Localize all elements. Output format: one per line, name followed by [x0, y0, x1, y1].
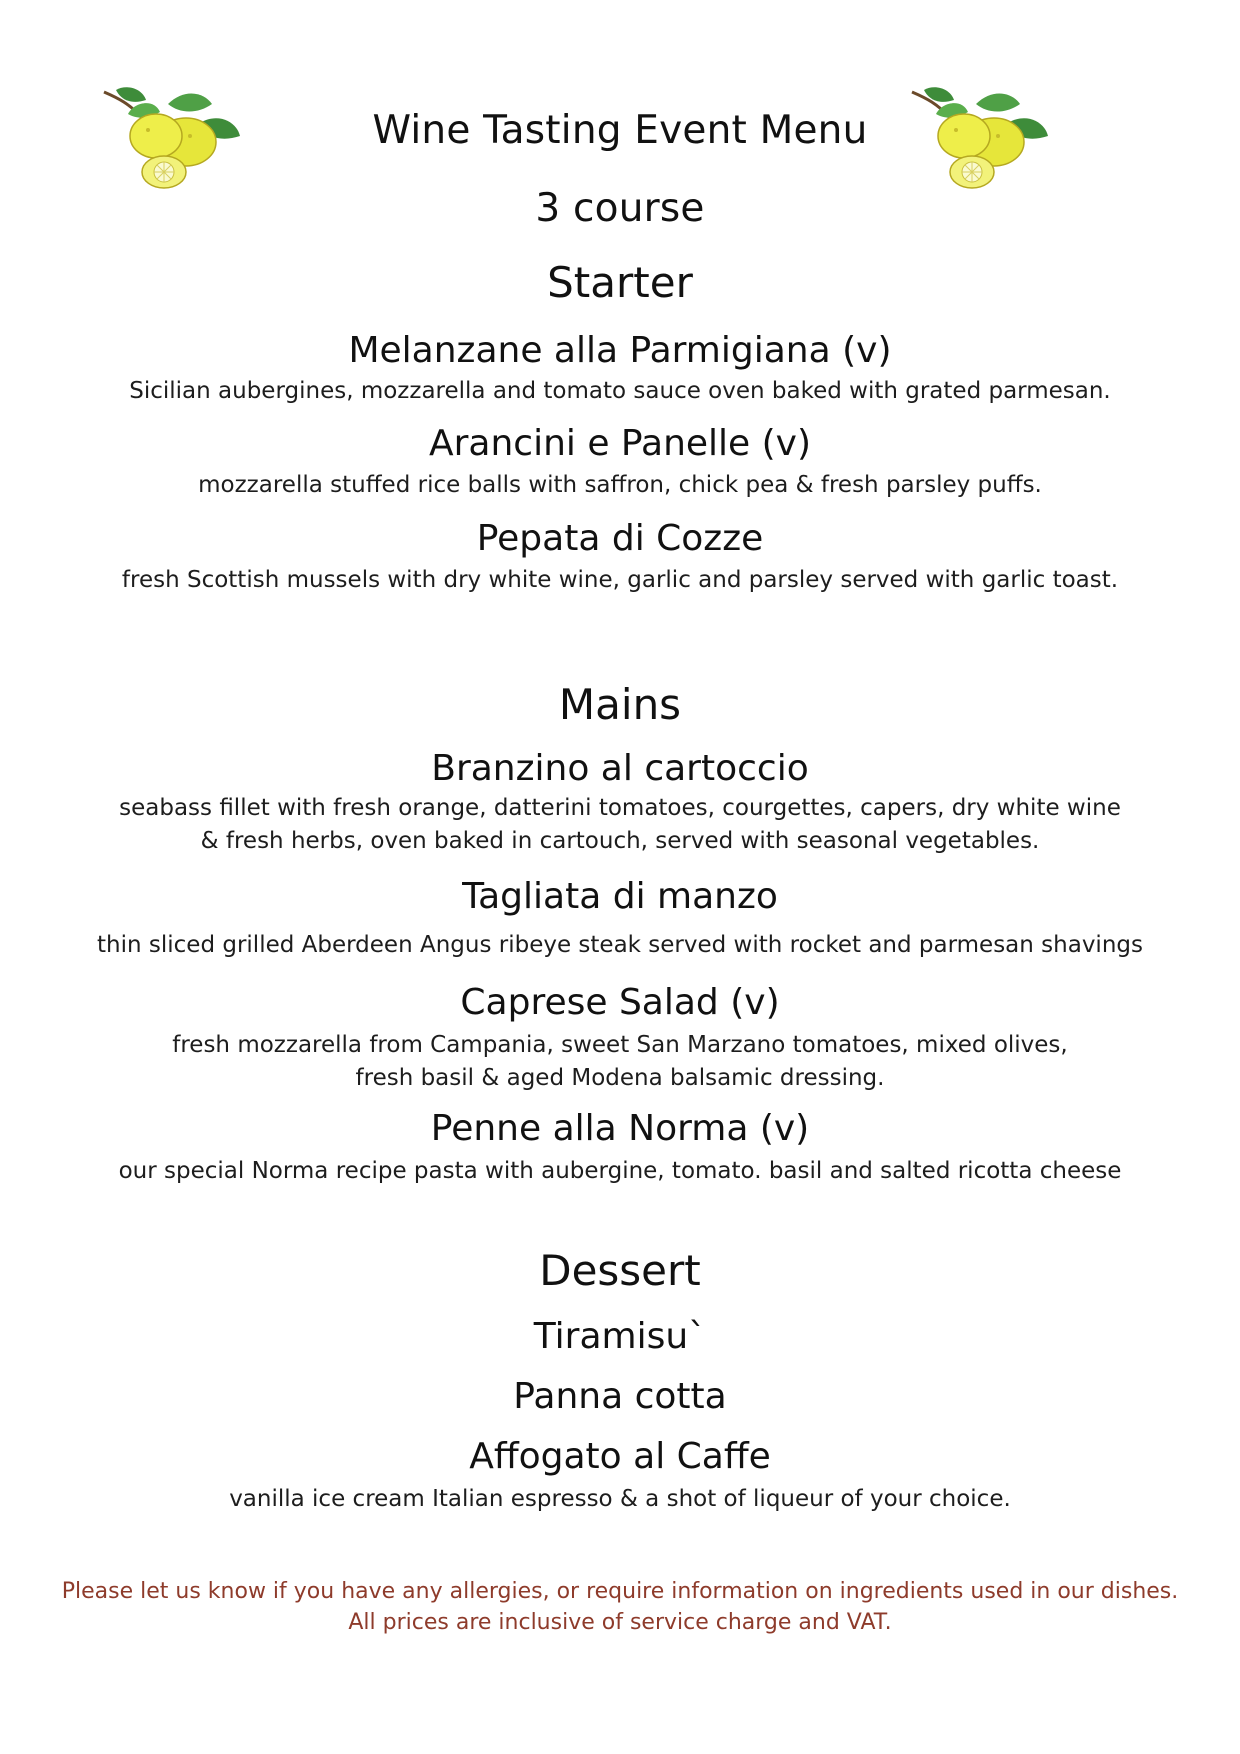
- dish-name: Affogato al Caffe: [469, 1436, 771, 1477]
- pricing-note: All prices are inclusive of service charge and VAT.: [348, 1610, 892, 1635]
- dish-name: Branzino al cartoccio: [431, 748, 809, 789]
- dish-description: seabass fillet with fresh orange, datterini tomatoes, courgettes, capers, dry white wine: [119, 795, 1121, 821]
- section-heading-starter: Starter: [547, 258, 693, 307]
- dish-description: fresh Scottish mussels with dry white wine, garlic and parsley served with garlic toast.: [121, 567, 1119, 593]
- menu-title: Wine Tasting Event Menu: [372, 108, 868, 153]
- section-heading-dessert: Dessert: [539, 1246, 701, 1295]
- dish-description: vanilla ice cream Italian espresso & a shot of liqueur of your choice.: [229, 1486, 1011, 1512]
- dish-name: Panna cotta: [513, 1376, 727, 1417]
- dish-description: & fresh herbs, oven baked in cartouch, served with seasonal vegetables.: [200, 828, 1040, 854]
- dish-name: Melanzane alla Parmigiana (v): [348, 330, 892, 371]
- dish-description: fresh basil & aged Modena balsamic dressing.: [355, 1065, 885, 1091]
- dish-name: Caprese Salad (v): [460, 982, 780, 1023]
- dish-description: mozzarella stuffed rice balls with saffron, chick pea & fresh parsley puffs.: [198, 472, 1042, 498]
- dish-description: Sicilian aubergines, mozzarella and tomato sauce oven baked with grated parmesan.: [129, 378, 1111, 404]
- dish-description: thin sliced grilled Aberdeen Angus ribeye steak served with rocket and parmesan shavings: [97, 932, 1143, 958]
- dish-name: Tiramisu`: [533, 1316, 707, 1357]
- section-heading-mains: Mains: [558, 680, 682, 729]
- dish-name: Tagliata di manzo: [462, 876, 778, 917]
- dish-name: Pepata di Cozze: [476, 518, 764, 559]
- dish-name: Penne alla Norma (v): [430, 1108, 810, 1149]
- dish-description: our special Norma recipe pasta with aubergine, tomato. basil and salted ricotta cheese: [118, 1158, 1122, 1184]
- dish-name: Arancini e Panelle (v): [428, 423, 812, 464]
- dish-description: fresh mozzarella from Campania, sweet San Marzano tomatoes, mixed olives,: [172, 1032, 1068, 1058]
- menu-subtitle: 3 course: [535, 186, 705, 231]
- allergy-note: Please let us know if you have any allergies, or require information on ingredients used in our dishes.: [61, 1579, 1179, 1604]
